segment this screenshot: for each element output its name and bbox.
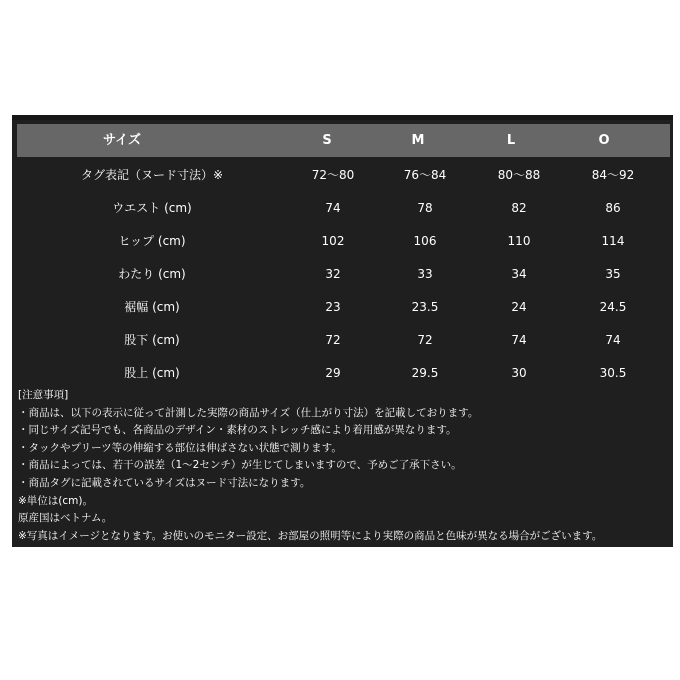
cell-l: 80〜88	[497, 168, 541, 182]
cell-l: 34	[511, 267, 527, 281]
cell-o: 84〜92	[591, 168, 635, 182]
cell-s: 72〜80	[311, 168, 355, 182]
table-row	[12, 159, 673, 192]
header-size-s: S	[322, 133, 332, 148]
note-line: ・タックやプリーツ等の伸縮する部位は伸ばさない状態で測ります。	[18, 441, 342, 454]
cell-s: 32	[325, 267, 341, 281]
header-size-m: M	[411, 133, 425, 148]
size-table-header	[17, 124, 670, 157]
cell-m: 72	[417, 333, 433, 347]
cell-o: 35	[605, 267, 621, 281]
table-row	[12, 357, 673, 390]
notes-section	[18, 387, 668, 545]
cell-m: 29.5	[411, 366, 439, 380]
notes-heading: [注意事項]	[18, 389, 69, 401]
cell-m: 78	[417, 201, 433, 215]
cell-m: 33	[417, 267, 433, 281]
size-chart-panel	[12, 115, 673, 547]
cell-l: 82	[511, 201, 527, 215]
row-label: 股上 (cm)	[124, 366, 180, 380]
cell-l: 24	[511, 300, 527, 314]
row-label: タグ表記（ヌード寸法）※	[80, 168, 224, 182]
cell-l: 110	[507, 234, 531, 248]
table-row	[12, 324, 673, 357]
table-row	[12, 192, 673, 225]
cell-o: 24.5	[599, 300, 627, 314]
note-line: ・商品タグに記載されているサイズはヌード寸法になります。	[18, 476, 311, 489]
row-label: 股下 (cm)	[124, 333, 180, 347]
cell-m: 76〜84	[403, 168, 447, 182]
cell-l: 74	[511, 333, 527, 347]
note-line: ※単位は(cm)。	[18, 494, 93, 507]
note-line: ・同じサイズ記号でも、各商品のデザイン・素材のストレッチ感により着用感が異なります。	[18, 424, 457, 437]
cell-m: 23.5	[411, 300, 439, 314]
cell-s: 102	[321, 234, 345, 248]
note-line: ※写真はイメージとなります。お使いのモニター設定、お部屋の照明等により実際の商品と色味が異なる場合がございます。	[18, 529, 603, 542]
cell-s: 23	[325, 300, 341, 314]
cell-o: 74	[605, 333, 621, 347]
header-size-o: O	[598, 133, 610, 148]
table-row	[12, 225, 673, 258]
header-size-label: サイズ	[103, 133, 141, 148]
table-row	[12, 291, 673, 324]
cell-m: 106	[413, 234, 437, 248]
row-label: ウエスト (cm)	[112, 201, 192, 215]
table-row	[12, 258, 673, 291]
row-label: 裾幅 (cm)	[124, 300, 180, 314]
cell-l: 30	[511, 366, 527, 380]
header-size-l: L	[506, 133, 516, 148]
note-line: ・商品は、以下の表示に従って計測した実際の商品サイズ（仕上がり寸法）を記載しております。	[18, 406, 479, 419]
cell-s: 74	[325, 201, 341, 215]
cell-o: 114	[601, 234, 625, 248]
row-label: ヒップ (cm)	[118, 234, 186, 248]
cell-o: 30.5	[599, 366, 627, 380]
cell-s: 29	[325, 366, 341, 380]
note-line: ・商品によっては、若干の誤差（1〜2センチ）が生じてしまいますので、予めご了承下さい。	[18, 459, 462, 472]
cell-s: 72	[325, 333, 341, 347]
row-label: わたり (cm)	[118, 267, 186, 281]
note-line: 原産国はベトナム。	[18, 512, 113, 525]
cell-o: 86	[605, 201, 621, 215]
